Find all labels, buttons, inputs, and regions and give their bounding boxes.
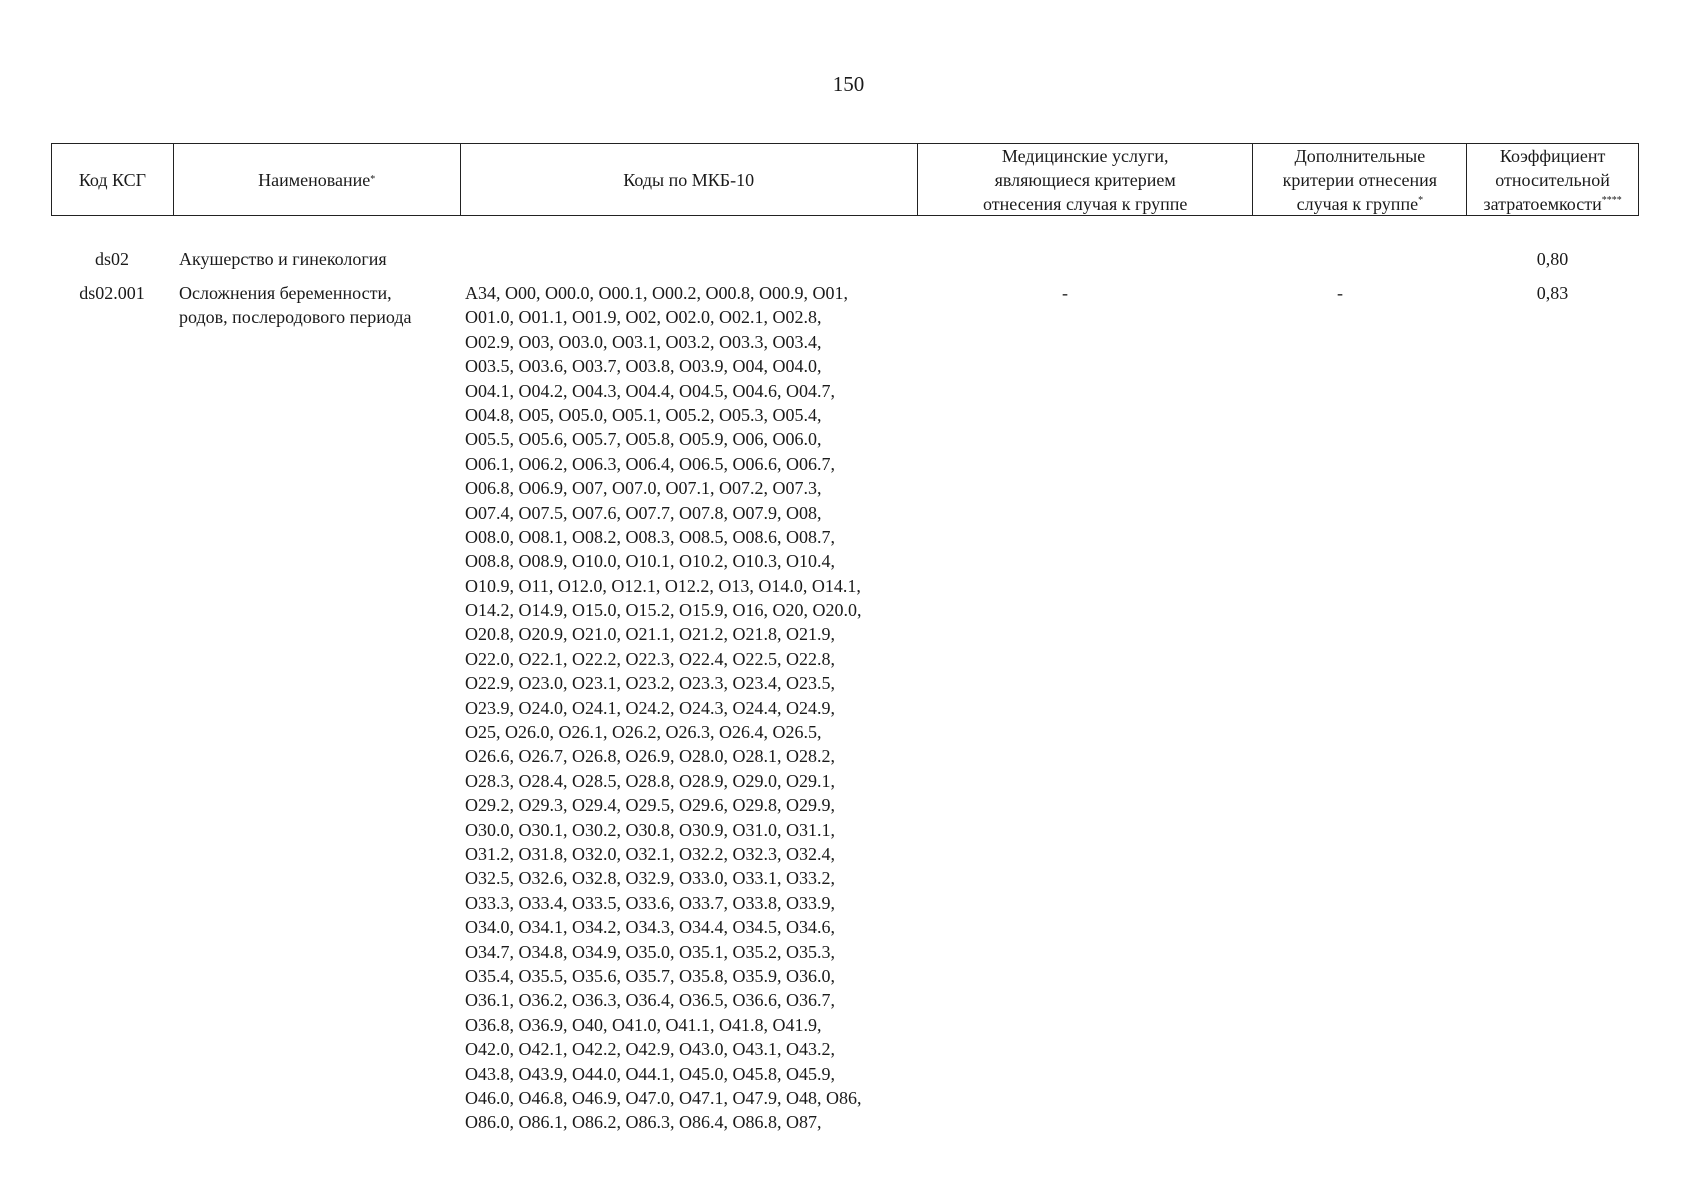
mkb-code-line: O06.8, O06.9, O07, O07.0, O07.1, O07.2, O07.3,: [465, 478, 822, 499]
mkb-code-line: O22.0, O22.1, O22.2, O22.3, O22.4, O22.5, O22.8,: [465, 648, 835, 669]
mkb-code-line: O06.1, O06.2, O06.3, O06.4, O06.5, O06.6, O06.7,: [465, 453, 835, 474]
mkb-code-line: O22.9, O23.0, O23.1, O23.2, O23.3, O23.4, O23.5,: [465, 673, 835, 694]
mkb-code-line: O20.8, O20.9, O21.0, O21.1, O21.2, O21.8, O21.9,: [465, 624, 835, 645]
mkb-code-line: O36.1, O36.2, O36.3, O36.4, O36.5, O36.6, O36.7,: [465, 990, 835, 1011]
mkb-code-line: O08.8, O08.9, O10.0, O10.1, O10.2, O10.3, O10.4,: [465, 551, 835, 572]
mkb-code-line: O07.4, O07.5, O07.6, O07.7, O07.8, O07.9, O08,: [465, 502, 822, 523]
mkb-code-line: O02.9, O03, O03.0, O03.1, O03.2, O03.3, O03.4,: [465, 331, 822, 352]
mkb-code-line: O32.5, O32.6, O32.8, O32.9, O33.0, O33.1, O33.2,: [465, 868, 835, 889]
mkb-code-line: O43.8, O43.9, O44.0, O44.1, O45.0, O45.8, O45.9,: [465, 1063, 835, 1084]
mkb-code-line: O30.0, O30.1, O30.2, O30.8, O30.9, O31.0, O31.1,: [465, 819, 835, 840]
mkb-code-line: O25, O26.0, O26.1, O26.2, O26.3, O26.4, O26.5,: [465, 722, 822, 743]
row-ds02-001-mkb-codes: [465, 281, 862, 1135]
mkb-code-line: O04.8, O05, O05.0, O05.1, O05.2, O05.3, O05.4,: [465, 404, 822, 425]
header-additional-criteria: Дополнительные критерии отнесения случая к группе*: [1253, 144, 1467, 215]
mkb-code-line: O36.8, O36.9, O40, O41.0, O41.1, O41.8, O41.9,: [465, 1014, 822, 1035]
mkb-code-line: O31.2, O31.8, O32.0, O32.1, O32.2, O32.3, O32.4,: [465, 843, 835, 864]
row-ds02-001-code: ds02.001: [79, 283, 145, 303]
header-cost-coefficient: Коэффициент относительной затратоемкости****: [1483, 145, 1622, 214]
mkb-code-line: O35.4, O35.5, O35.6, O35.7, O35.8, O35.9, O36.0,: [465, 965, 835, 986]
page-number: 150: [832, 72, 865, 96]
mkb-code-line: O29.2, O29.3, O29.4, O29.5, O29.6, O29.8, O29.9,: [465, 795, 835, 816]
header-ksg-code: Код КСГ: [52, 144, 174, 215]
mkb-code-line: O01.0, O01.1, O01.9, O02, O02.0, O02.1, O02.8,: [465, 307, 822, 328]
header-medical-services: Медицинские услуги, являющиеся критерием отнесения случая к группе: [918, 144, 1254, 215]
mkb-code-line: O34.7, O34.8, O34.9, O35.0, O35.1, O35.2, O35.3,: [465, 941, 835, 962]
header-name: Наименование *: [174, 144, 461, 215]
table-header: [51, 143, 1639, 216]
mkb-code-line: O26.6, O26.7, O26.8, O26.9, O28.0, O28.1, O28.2,: [465, 746, 835, 767]
header-mkb-codes: Коды по МКБ-10: [461, 144, 918, 215]
mkb-code-line: A34, O00, O00.0, O00.1, O00.2, O00.8, O00.9, O01,: [465, 283, 848, 303]
row-ds02-001-name: Осложнения беременности, родов, послеродового периода: [179, 283, 412, 328]
mkb-code-line: O28.3, O28.4, O28.5, O28.8, O28.9, O29.0, O29.1,: [465, 770, 835, 791]
row-ds02-coefficient: 0,80: [1536, 249, 1569, 269]
mkb-code-line: O05.5, O05.6, O05.7, O05.8, O05.9, O06, O06.0,: [465, 429, 822, 450]
header-name-label: Наименование: [258, 169, 371, 190]
row-ds02-001-criteria: -: [1337, 283, 1343, 303]
mkb-code-line: O10.9, O11, O12.0, O12.1, O12.2, O13, O14.0, O14.1,: [465, 575, 861, 596]
mkb-code-line: O42.0, O42.1, O42.2, O42.9, O43.0, O43.1, O43.2,: [465, 1039, 835, 1060]
row-ds02-001-services: -: [1062, 283, 1068, 303]
mkb-code-line: O33.3, O33.4, O33.5, O33.6, O33.7, O33.8, O33.9,: [465, 892, 835, 913]
mkb-code-line: O14.2, O14.9, O15.0, O15.2, O15.9, O16, O20, O20.0,: [465, 600, 862, 621]
mkb-code-line: O46.0, O46.8, O46.9, O47.0, O47.1, O47.9, O48, O86,: [465, 1087, 862, 1108]
mkb-code-line: O04.1, O04.2, O04.3, O04.4, O04.5, O04.6, O04.7,: [465, 380, 835, 401]
row-ds02-code: ds02: [94, 249, 129, 269]
mkb-code-line: O23.9, O24.0, O24.1, O24.2, O24.3, O24.4, O24.9,: [465, 697, 835, 718]
mkb-code-line: O08.0, O08.1, O08.2, O08.3, O08.5, O08.6, O08.7,: [465, 526, 835, 547]
mkb-code-line: O86.0, O86.1, O86.2, O86.3, O86.4, O86.8, O87,: [465, 1112, 822, 1133]
mkb-code-line: O34.0, O34.1, O34.2, O34.3, O34.4, O34.5, O34.6,: [465, 917, 835, 938]
footnote-mark: ****: [1601, 194, 1622, 206]
mkb-code-line: O03.5, O03.6, O03.7, O03.8, O03.9, O04, O04.0,: [465, 356, 822, 377]
row-ds02-001-coefficient: 0,83: [1536, 283, 1569, 303]
row-ds02-name: Акушерство и гинекология: [179, 249, 387, 269]
footnote-mark: *: [1418, 194, 1424, 206]
